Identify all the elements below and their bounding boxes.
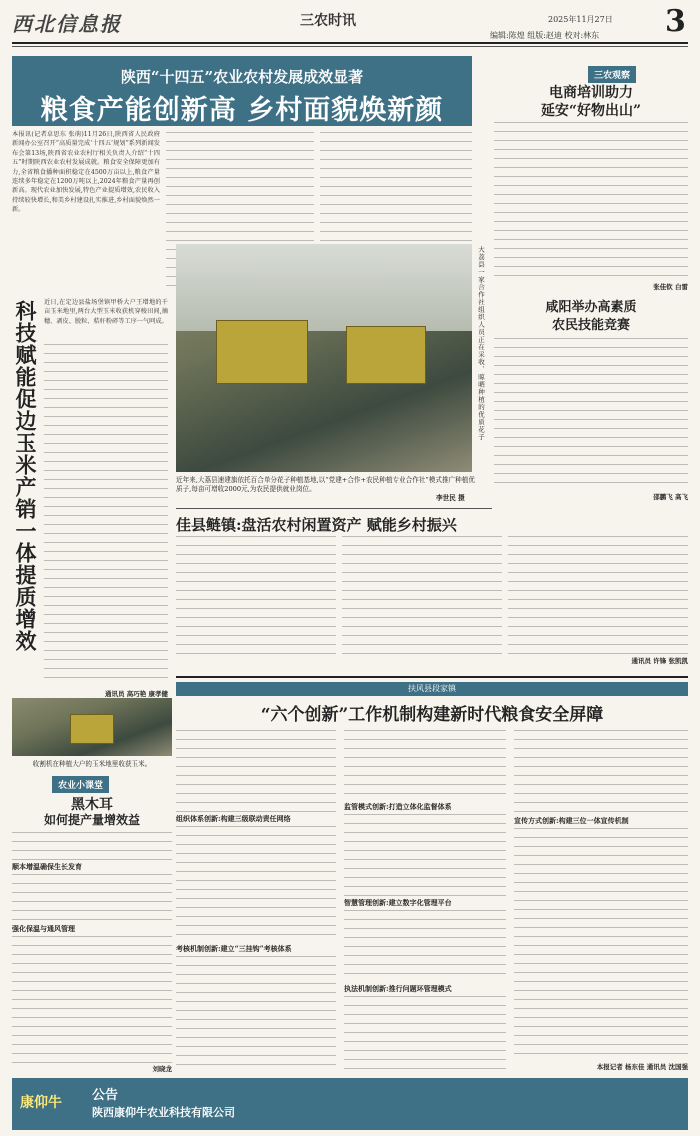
mid-rule <box>176 508 492 509</box>
issue-date: 2025年11月27日 <box>548 15 613 24</box>
harvest-photo <box>176 244 472 472</box>
lead-kicker: 陕西“十四五”农业农村发展成效显著 <box>120 68 364 86</box>
bottom-col2-lines-d <box>344 996 506 1070</box>
bottom-col3-lines-a <box>514 730 688 814</box>
bottom-sub2: 监管模式创新:打造立体化监督体系 <box>344 802 452 811</box>
bottom-sub6: 宣传方式创新:构建三位一体宣传机制 <box>514 816 629 825</box>
bottom-col3-lines-b <box>514 828 688 1058</box>
right-story2-lines <box>494 338 688 490</box>
footer-ad-line2: 陕西康仰牛农业科技有限公司 <box>92 1106 235 1119</box>
school-lines-c <box>12 936 172 1064</box>
school-title-2: 如何提产量增效益 <box>43 813 140 827</box>
right-title-4: 农民技能竞赛 <box>551 318 630 333</box>
harvest-photo-caption: 近年来,大荔县速建旗依托百合单分花子种植基地,以“党建+合作+农民种植专业合作社”模式推广种植优质子,每亩可增收2000元,为农民提供就业岗位。 <box>176 476 475 493</box>
left-story-lines <box>44 344 168 686</box>
bottom-col1-lines-a <box>176 730 336 812</box>
bottom-sub4: 考核机制创新:建立“三挂钩”考核体系 <box>176 944 292 953</box>
bottom-col2-lines-b <box>344 814 506 896</box>
mid-story-col3 <box>508 536 688 654</box>
harvest-photo-credit: 李世民 摄 <box>436 494 465 502</box>
lead-body-col3 <box>320 132 472 242</box>
masthead-rule-thin <box>12 46 688 47</box>
mid-story-col2 <box>342 536 502 654</box>
bottom-banner: 扶风县段家镇 <box>176 682 688 696</box>
school-lines-b <box>12 874 172 922</box>
right-tag: 三农观察 <box>588 66 636 83</box>
left-story-title: 科技赋能促边玉米产销一体提质增效 <box>13 300 38 652</box>
right-title-1: 电商培训助力 <box>549 85 633 101</box>
page-number: 3 <box>665 4 686 39</box>
bottom-sub3: 智慧管理创新:建立数字化管理平台 <box>344 898 452 907</box>
school-lines-a <box>12 832 172 860</box>
bottom-title: “六个创新”工作机制构建新时代粮食安全屏障 <box>260 705 604 725</box>
bottom-sub1: 组织体系创新:构建三级联动责任网络 <box>176 814 291 823</box>
masthead-rule <box>12 42 688 44</box>
footer-ad-brand: 康仰牛 <box>20 1095 62 1111</box>
footer-ad <box>12 1078 688 1130</box>
right-story1-lines <box>494 122 688 280</box>
right-title-2: 延安“好物出山” <box>540 103 642 119</box>
right-story2-author: 邵鹏飞 高飞 <box>653 493 688 501</box>
corn-photo-caption: 收割机在种植大户的玉米地里收获玉米。 <box>32 760 152 768</box>
bottom-sub5: 执法机制创新:推行问题环管理模式 <box>344 984 452 993</box>
school-author: 刘晓龙 <box>152 1065 172 1073</box>
mid-story-col1 <box>176 536 336 654</box>
school-sub1: 顺本增温确保生长发育 <box>12 862 82 871</box>
school-sub2: 强化保温与通风管理 <box>12 924 75 933</box>
bottom-col1-lines-b <box>176 826 336 942</box>
left-story-author: 通讯员 高巧艳 康孝健 <box>104 690 168 698</box>
footer-ad-line1: 公告 <box>92 1088 119 1103</box>
bottom-author: 本报记者 杨东佳 通讯员 沈国强 <box>596 1063 688 1071</box>
lead-title: 粮食产能创新高 乡村面貌焕新颜 <box>40 95 444 126</box>
mid-story-title: 佳县鲢镇:盘活农村闲置资产 赋能乡村振兴 <box>176 516 457 534</box>
corn-photo <box>12 698 172 756</box>
harvest-photo-vcaption: 大荔县一家合作社组织人员正在采收、晾晒种植的优质花子 <box>477 246 485 441</box>
right-title-3: 咸阳举办高素质 <box>545 300 637 315</box>
masthead-title: 西北信息报 <box>12 12 122 36</box>
lead-body-col1: 本报讯(记者卓思东 张萌)11月26日,陕西省人民政府新闻办公室召开“高质量完成‘十四五’规划”系列新闻发布会第13场,陕西省农业农村厅相关负责人介绍“十四五”时期陕西农业农村发展成就。粮食安全保障更加有力,全省粮食播种面积稳定在4500万亩以上,粮食产量连续多年稳定在1200万吨以上,2024年粮食产量再创新高。现代农业加快发展,特色产业提质增效,农民收入持续较快增长,和美乡村建设扎实推进,乡村面貌焕然一新。 <box>12 131 160 214</box>
lead-banner <box>12 56 472 126</box>
section-title: 三农时讯 <box>300 13 356 29</box>
bottom-col2-lines-c <box>344 910 506 982</box>
bottom-col1-lines-c <box>176 956 336 1070</box>
mid-story-author: 通讯员 许锋 张凯凯 <box>631 657 688 665</box>
school-title-1: 黑木耳 <box>71 797 113 813</box>
left-story-body: 近日,在定边县盐场堡镇甲桥大户王增地的千亩玉米地里,两台大型玉米收获机穿梭田间,摘穗、剥皮、脱粒、秸秆粉碎等工序一气呵成。 <box>44 299 168 325</box>
bottom-col2-lines-a <box>344 730 506 800</box>
right-story1-author: 张佳钦 白雷 <box>653 283 688 291</box>
bottom-rule <box>176 676 688 678</box>
school-tag: 农业小课堂 <box>52 776 109 793</box>
editors-line: 编辑:陈煌 组版:赵迪 校对:林东 <box>490 31 600 40</box>
